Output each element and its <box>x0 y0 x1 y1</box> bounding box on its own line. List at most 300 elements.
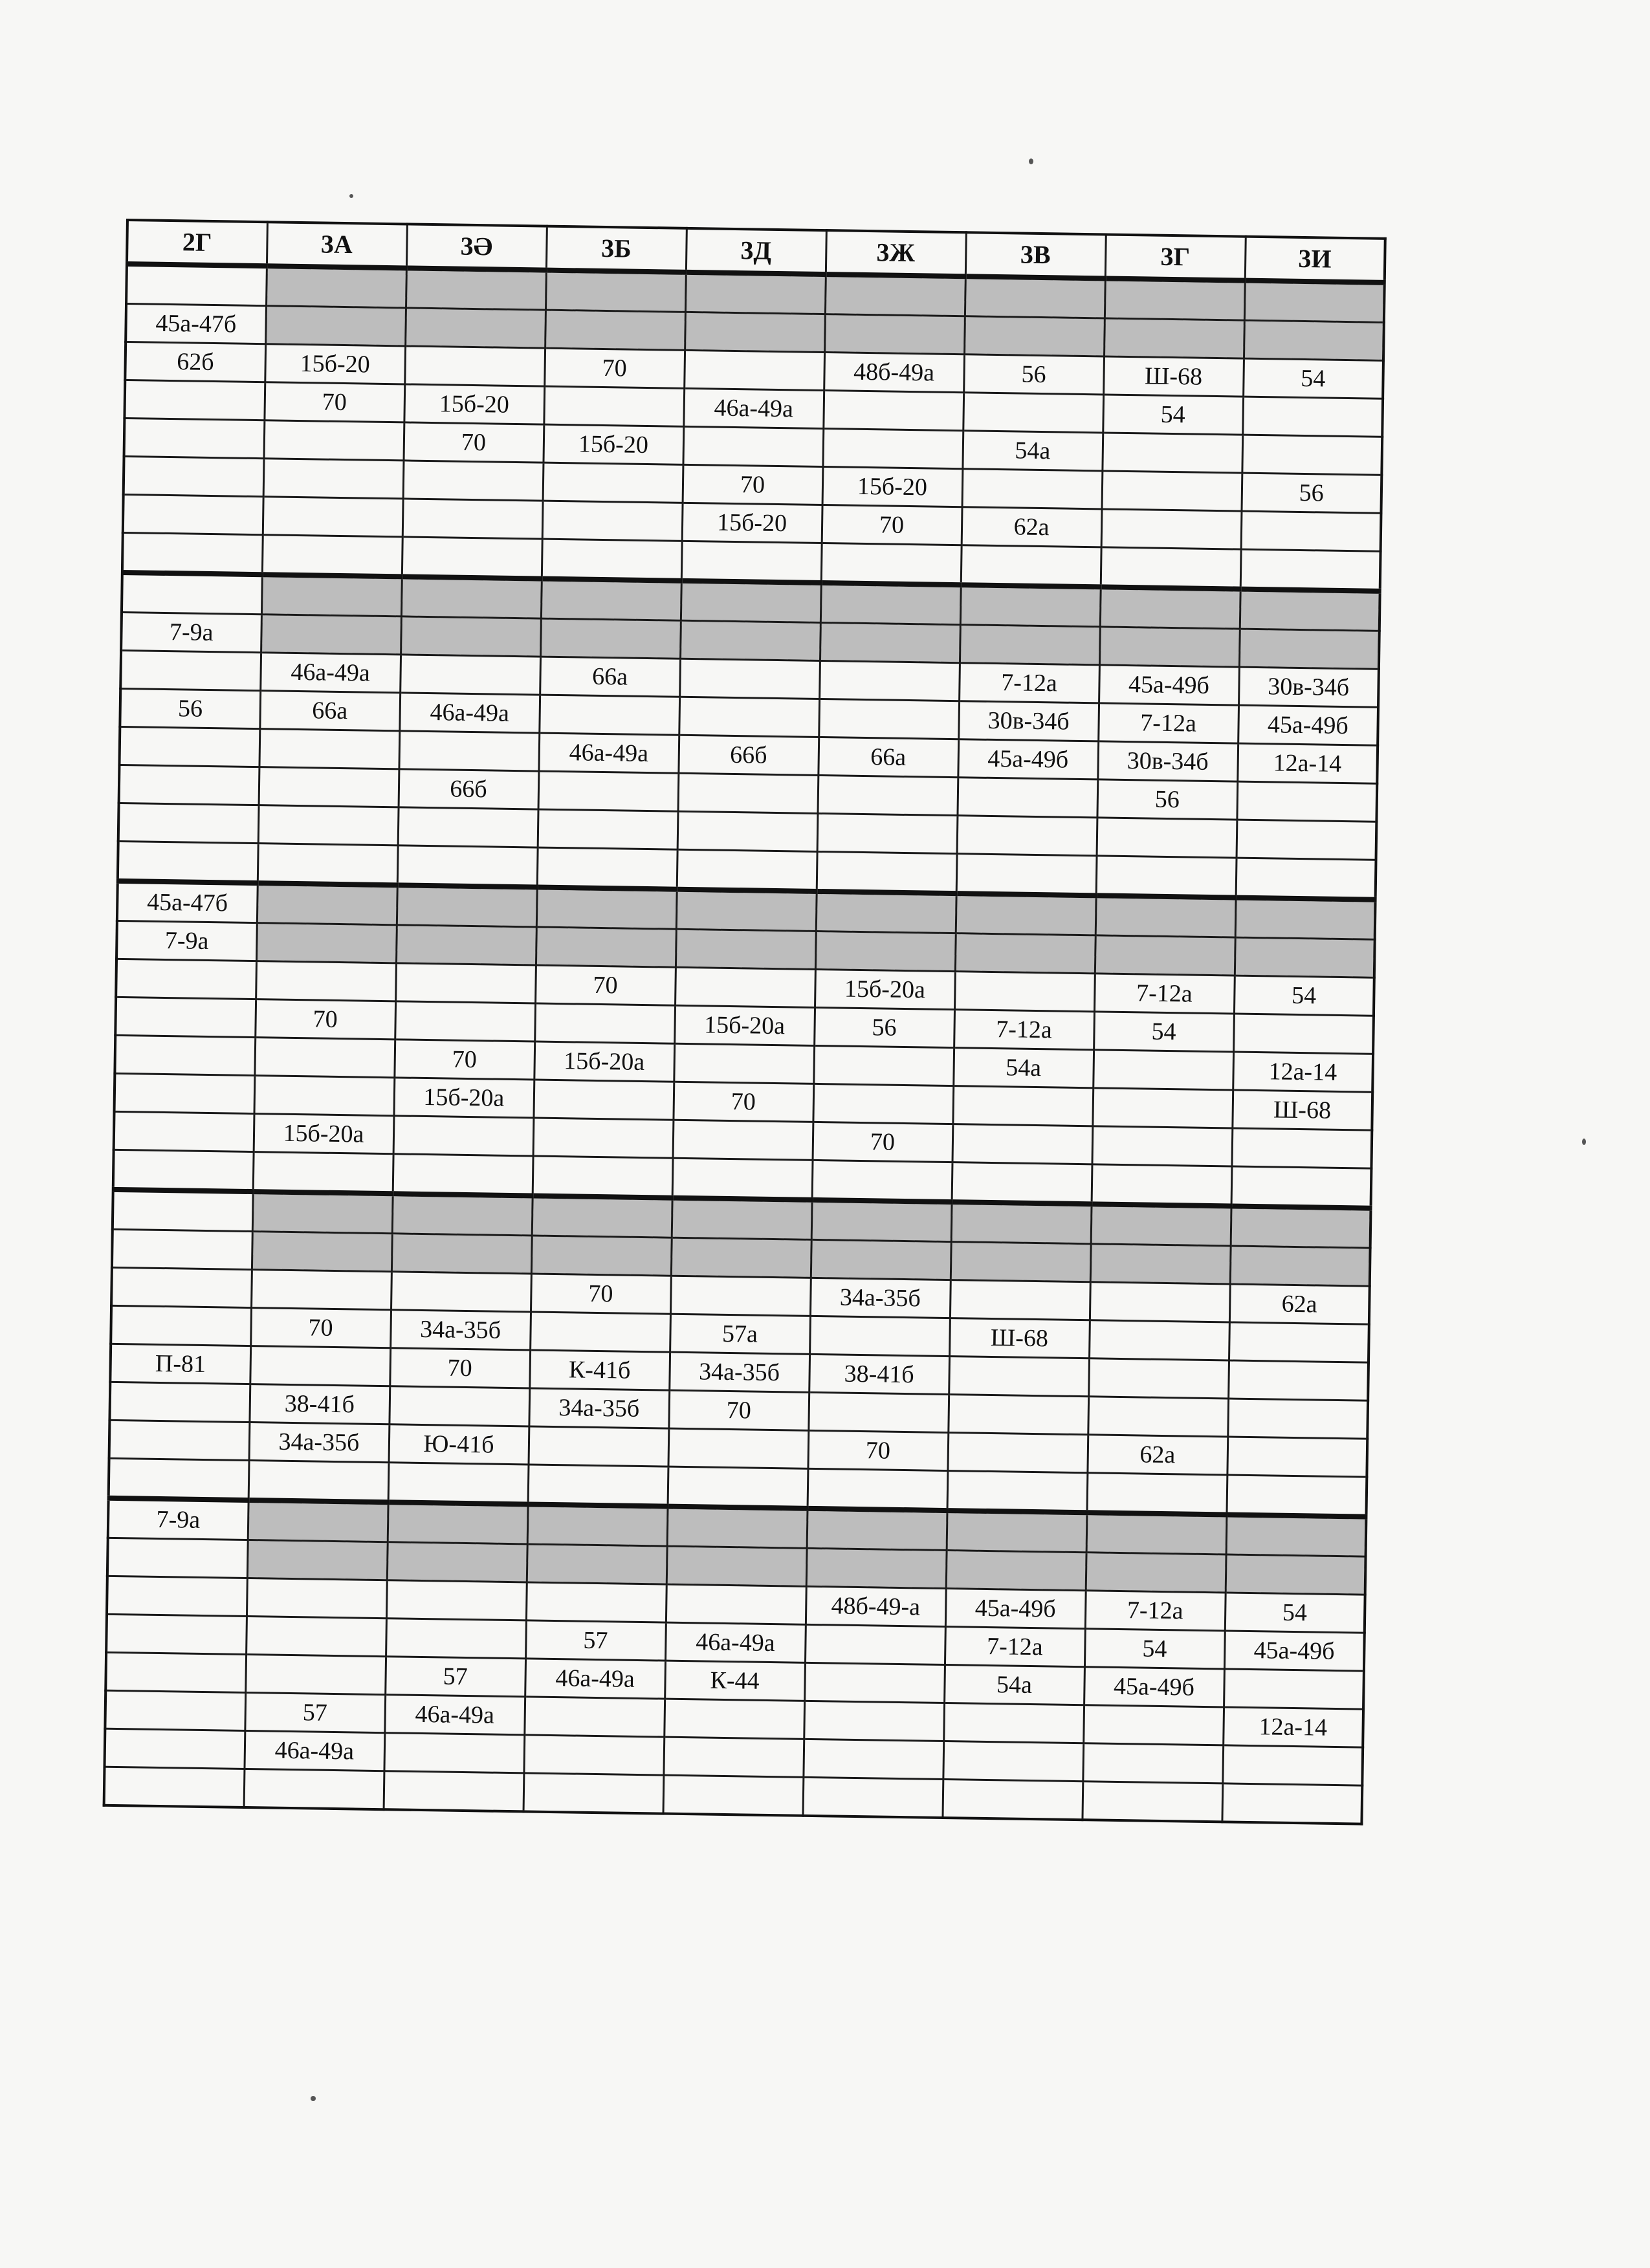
table-cell <box>685 312 825 352</box>
table-cell: 54 <box>1234 976 1374 1016</box>
table-cell <box>398 807 538 847</box>
table-cell: 54а <box>962 431 1103 471</box>
table-cell: 66б <box>678 735 819 775</box>
row-label-cell: 45а-47б <box>126 304 266 344</box>
table-cell <box>1239 629 1380 669</box>
schedule-body <box>104 264 1385 1824</box>
table-cell: 54а <box>953 1048 1094 1088</box>
row-label-cell <box>107 1538 248 1578</box>
table-cell <box>666 1546 807 1586</box>
table-cell <box>405 308 545 348</box>
table-cell <box>393 1116 534 1156</box>
table-cell <box>1088 1397 1228 1437</box>
column-header: 3Б <box>546 226 687 272</box>
table-cell <box>401 576 542 618</box>
row-label-cell: 56 <box>120 688 260 728</box>
table-cell <box>391 1272 531 1312</box>
table-cell: Ш-68 <box>1103 356 1244 397</box>
table-cell: 15б-20а <box>815 969 955 1009</box>
table-cell <box>404 346 545 386</box>
row-label-cell <box>124 456 264 496</box>
table-cell <box>805 1624 945 1664</box>
table-cell <box>402 537 542 579</box>
table-cell <box>252 1232 392 1272</box>
table-cell <box>403 461 544 501</box>
table-cell <box>244 1769 384 1809</box>
row-label-cell <box>126 264 267 306</box>
table-cell: 46а-49а <box>399 693 540 733</box>
table-cell <box>1231 1166 1372 1208</box>
table-cell <box>947 1510 1087 1553</box>
table-cell: 46а-49а <box>683 388 824 428</box>
table-cell <box>536 888 677 930</box>
table-cell: 66б <box>399 769 539 809</box>
table-cell <box>1230 1246 1370 1286</box>
row-label-cell: П-81 <box>110 1344 250 1384</box>
table-cell: 15б-20 <box>404 384 544 424</box>
row-label-cell <box>116 959 256 999</box>
table-cell <box>825 274 965 316</box>
column-header: 3Ә <box>406 224 547 270</box>
table-cell <box>680 620 820 660</box>
table-cell <box>676 929 816 969</box>
table-cell <box>1096 856 1237 898</box>
table-cell: 7-12а <box>1098 703 1238 743</box>
table-cell <box>1092 1164 1232 1206</box>
table-cell <box>668 1428 808 1468</box>
table-cell <box>1091 1204 1231 1246</box>
table-cell: 15б-20а <box>674 1005 815 1045</box>
table-cell: 45а-49б <box>1238 705 1378 745</box>
table-cell <box>943 1741 1083 1781</box>
table-cell <box>388 1502 528 1544</box>
table-cell <box>819 699 959 739</box>
scan-speck <box>1582 1139 1586 1145</box>
table-cell <box>1236 858 1376 900</box>
table-cell: 70 <box>250 1308 391 1348</box>
row-label-cell <box>113 1150 254 1192</box>
column-header: 3Ж <box>826 230 966 276</box>
table-cell <box>956 854 1097 896</box>
table-cell <box>956 893 1096 935</box>
table-cell: 70 <box>822 505 962 545</box>
table-cell <box>257 883 397 925</box>
row-label-cell <box>104 1728 245 1769</box>
table-cell <box>822 429 963 469</box>
table-cell <box>543 463 683 503</box>
table-cell <box>1086 1553 1226 1593</box>
row-label-cell <box>123 494 263 534</box>
table-cell <box>954 972 1095 1012</box>
table-cell <box>530 1312 670 1352</box>
table-cell <box>245 1654 386 1694</box>
table-cell: Ш-68 <box>1232 1090 1372 1130</box>
row-label-cell <box>113 1190 253 1232</box>
table-cell <box>1227 1399 1368 1439</box>
table-cell <box>806 1548 947 1588</box>
table-cell <box>817 775 958 815</box>
row-label-cell <box>104 1767 245 1807</box>
table-cell <box>957 778 1097 818</box>
row-label-cell <box>119 726 259 767</box>
table-cell <box>821 543 962 585</box>
table-cell: 45а-49б <box>1084 1667 1224 1707</box>
table-cell <box>540 618 681 659</box>
table-cell: 15б-20а <box>534 1041 674 1082</box>
table-cell <box>670 1276 811 1316</box>
table-cell <box>402 499 543 539</box>
table-cell <box>1233 1014 1374 1054</box>
table-cell: 15б-20 <box>543 424 683 464</box>
table-cell <box>396 925 536 965</box>
table-cell <box>384 1771 524 1812</box>
row-label-cell <box>105 1652 246 1692</box>
schedule-table <box>103 219 1387 1826</box>
table-cell <box>684 350 824 390</box>
table-cell: 7-12а <box>945 1627 1085 1667</box>
table-cell <box>400 655 540 695</box>
table-cell <box>949 1357 1089 1397</box>
table-cell <box>1089 1320 1229 1360</box>
row-label-cell <box>120 650 261 690</box>
row-label-cell <box>114 1111 254 1151</box>
table-cell <box>672 1198 812 1240</box>
table-cell <box>809 1316 950 1356</box>
table-cell <box>533 1118 674 1158</box>
table-cell: 7-12а <box>959 663 1099 703</box>
table-cell: К-41б <box>529 1350 670 1390</box>
table-cell <box>1240 589 1380 631</box>
table-cell: 15б-20а <box>393 1078 534 1118</box>
table-cell: 48б-49а <box>824 353 964 393</box>
table-cell <box>816 891 956 933</box>
table-cell: 45а-49б <box>1099 665 1239 705</box>
table-cell: 54 <box>1103 395 1243 435</box>
table-cell: 57 <box>525 1620 666 1661</box>
table-cell: 54 <box>1225 1593 1365 1633</box>
table-cell <box>683 426 823 466</box>
table-cell: 70 <box>264 382 404 422</box>
table-cell <box>1237 781 1377 822</box>
column-header: 2Г <box>127 220 267 266</box>
table-cell <box>1242 435 1382 475</box>
table-cell <box>812 1160 952 1202</box>
table-cell <box>544 386 684 426</box>
table-cell <box>266 266 406 308</box>
table-cell <box>1231 1206 1371 1248</box>
table-cell <box>1240 549 1381 591</box>
table-cell <box>1092 1088 1233 1128</box>
table-cell <box>819 660 960 701</box>
table-cell <box>251 1270 391 1310</box>
table-cell <box>960 585 1101 627</box>
table-cell: 57 <box>385 1657 525 1697</box>
table-cell <box>395 963 536 1003</box>
table-cell <box>386 1619 526 1659</box>
table-cell <box>526 1582 666 1622</box>
table-cell: 38-41б <box>809 1354 949 1394</box>
table-cell <box>261 574 402 616</box>
table-cell: 70 <box>404 422 544 463</box>
row-label-cell <box>111 1305 251 1346</box>
table-cell: 12а-14 <box>1233 1052 1373 1092</box>
table-cell <box>942 1779 1083 1820</box>
table-cell <box>1241 511 1381 551</box>
table-cell <box>388 1463 529 1505</box>
table-cell <box>393 1154 533 1196</box>
table-cell: К-44 <box>665 1661 805 1701</box>
table-cell: 56 <box>814 1007 954 1047</box>
table-cell <box>961 545 1101 587</box>
table-cell <box>252 1192 393 1234</box>
table-cell <box>256 961 396 1001</box>
table-cell: 45а-49б <box>945 1589 1086 1629</box>
table-cell: 46а-49а <box>260 653 401 693</box>
table-cell: 70 <box>390 1348 530 1388</box>
table-cell <box>523 1773 664 1814</box>
table-cell: 34а-35б <box>249 1423 390 1463</box>
table-cell <box>960 625 1100 665</box>
table-cell <box>943 1703 1084 1743</box>
table-cell <box>1100 587 1240 629</box>
table-cell: 62а <box>1087 1435 1227 1475</box>
table-cell <box>948 1395 1088 1435</box>
table-cell <box>955 933 1095 974</box>
table-cell: 46а-49а <box>384 1695 525 1735</box>
table-cell: 70 <box>813 1122 953 1162</box>
table-cell <box>813 1084 953 1124</box>
table-cell: 45а-49б <box>958 739 1098 780</box>
table-cell: 56 <box>1241 473 1381 513</box>
table-cell <box>386 1580 527 1620</box>
table-cell <box>820 583 961 625</box>
table-cell: 56 <box>1097 780 1237 820</box>
schedule-sheet <box>103 219 1387 1826</box>
table-cell <box>668 1467 808 1509</box>
table-cell: 70 <box>668 1390 809 1430</box>
table-cell <box>671 1238 811 1278</box>
table-cell <box>947 1433 1088 1473</box>
table-cell <box>685 272 826 314</box>
table-cell: 70 <box>394 1040 534 1080</box>
table-cell: 7-12а <box>1094 974 1235 1014</box>
table-cell <box>259 767 399 807</box>
table-cell <box>813 1045 954 1085</box>
table-cell: Ш-68 <box>949 1318 1090 1358</box>
row-label-cell <box>112 1229 252 1269</box>
table-cell <box>817 813 958 853</box>
table-cell <box>1086 1512 1227 1554</box>
scan-speck <box>1029 158 1033 164</box>
table-cell: 57 <box>245 1692 385 1732</box>
table-cell <box>1237 820 1377 860</box>
row-label-cell <box>115 1073 255 1113</box>
table-cell: 15б-20 <box>822 467 963 507</box>
column-header: 3Д <box>686 228 826 274</box>
table-cell: 30в-34б <box>958 701 1099 741</box>
table-cell <box>532 1195 672 1238</box>
table-cell <box>254 1038 395 1078</box>
table-cell: 57а <box>670 1314 810 1354</box>
table-cell <box>678 773 819 813</box>
table-cell <box>263 459 404 499</box>
table-cell: 70 <box>683 464 823 505</box>
table-cell <box>676 889 817 932</box>
table-cell: 30в-34б <box>1097 741 1238 781</box>
table-cell <box>1235 937 1375 977</box>
table-cell <box>541 579 681 621</box>
table-cell <box>664 1699 804 1739</box>
scan-speck <box>349 194 353 198</box>
table-cell <box>952 1124 1093 1164</box>
table-cell <box>1244 281 1385 323</box>
table-cell <box>250 1346 390 1386</box>
table-cell <box>384 1733 524 1773</box>
table-cell: 12а-14 <box>1237 743 1378 783</box>
table-cell <box>537 847 677 889</box>
table-cell <box>951 1242 1091 1282</box>
row-label-cell <box>105 1690 245 1730</box>
row-label-cell <box>124 380 265 420</box>
table-cell <box>1088 1358 1229 1399</box>
row-label-cell <box>111 1267 252 1307</box>
table-cell <box>681 541 822 583</box>
table-cell: 45а-49б <box>1224 1631 1365 1671</box>
row-label-cell <box>107 1576 247 1616</box>
table-cell: 66а <box>259 691 400 731</box>
table-cell: 15б-20 <box>265 344 405 384</box>
table-cell <box>815 931 956 971</box>
table-cell <box>965 276 1105 318</box>
table-cell: 66а <box>540 657 680 697</box>
table-cell <box>391 1234 532 1274</box>
table-cell <box>246 1616 386 1656</box>
table-cell: 46а-49а <box>665 1622 806 1663</box>
table-cell <box>536 927 676 967</box>
table-cell <box>258 805 399 845</box>
column-header: 3И <box>1245 237 1385 283</box>
row-label-cell <box>115 997 256 1037</box>
table-cell: 56 <box>963 354 1104 395</box>
table-cell: 66а <box>818 737 958 777</box>
scan-speck <box>311 2096 316 2101</box>
table-cell <box>673 1120 813 1160</box>
table-cell <box>1082 1782 1222 1822</box>
table-cell <box>392 1194 533 1236</box>
table-cell <box>248 1461 389 1503</box>
table-cell <box>406 268 546 310</box>
table-cell <box>401 616 541 657</box>
table-cell <box>528 1426 668 1467</box>
table-cell: 70 <box>535 965 676 1005</box>
table-cell <box>1093 1050 1233 1090</box>
row-label-cell <box>122 572 262 615</box>
table-cell <box>1222 1745 1363 1785</box>
table-cell: 34а-35б <box>669 1352 809 1392</box>
table-cell <box>397 845 538 888</box>
table-cell <box>807 1509 947 1551</box>
row-label-cell: 7-9а <box>121 612 261 652</box>
row-label-cell <box>109 1382 250 1422</box>
table-cell: 70 <box>673 1082 813 1122</box>
table-cell <box>679 697 819 737</box>
table-cell <box>803 1739 943 1779</box>
table-cell <box>1226 1475 1367 1517</box>
table-cell <box>951 1202 1092 1244</box>
table-cell: 54а <box>944 1665 1084 1705</box>
table-cell <box>672 1158 813 1200</box>
table-cell <box>254 1076 394 1116</box>
table-cell: 62а <box>962 507 1102 547</box>
table-cell <box>539 695 679 735</box>
table-cell <box>824 314 965 354</box>
row-label-cell <box>124 418 265 458</box>
table-cell: 46а-49а <box>525 1659 665 1699</box>
table-cell <box>389 1386 529 1426</box>
table-cell: 46а-49а <box>244 1730 384 1771</box>
table-cell <box>1102 471 1242 511</box>
table-cell <box>263 497 403 537</box>
table-cell <box>1092 1126 1232 1166</box>
row-label-cell: 62б <box>125 342 265 382</box>
table-cell <box>533 1156 673 1198</box>
table-cell <box>1224 1669 1364 1709</box>
table-cell <box>527 1544 667 1584</box>
row-label-cell <box>119 765 259 805</box>
table-cell <box>663 1737 804 1777</box>
table-cell <box>259 729 399 769</box>
table-cell <box>811 1239 951 1280</box>
table-cell <box>1231 1128 1372 1168</box>
table-cell <box>261 615 401 655</box>
table-cell <box>1101 509 1242 549</box>
table-cell <box>1099 627 1240 667</box>
table-cell: 54 <box>1094 1012 1234 1052</box>
row-label-cell: 7-9а <box>116 921 257 961</box>
table-cell: 70 <box>544 348 685 388</box>
table-cell <box>253 1152 393 1194</box>
table-cell <box>677 811 818 851</box>
table-cell <box>823 391 963 431</box>
table-cell <box>802 1777 943 1818</box>
table-cell: 54 <box>1084 1629 1225 1669</box>
table-cell <box>681 581 821 623</box>
table-cell <box>538 771 679 811</box>
table-cell: 70 <box>255 999 395 1040</box>
table-cell <box>523 1735 664 1775</box>
table-cell: 34а-35б <box>390 1310 531 1350</box>
table-cell <box>256 923 397 963</box>
table-cell <box>1083 1705 1224 1745</box>
table-cell: 62а <box>1229 1284 1370 1324</box>
table-cell <box>952 1086 1093 1126</box>
table-cell <box>820 622 960 662</box>
table-cell <box>545 310 685 350</box>
table-cell <box>1242 397 1383 437</box>
table-cell <box>1235 898 1376 940</box>
table-cell <box>957 816 1097 856</box>
row-label-cell <box>109 1458 249 1500</box>
table-cell <box>1095 935 1235 976</box>
table-cell: 34а-35б <box>529 1388 669 1428</box>
table-cell: 7-12а <box>1085 1591 1226 1631</box>
table-cell <box>524 1697 665 1737</box>
table-cell: 38-41б <box>249 1384 390 1424</box>
row-label-cell <box>109 1420 250 1460</box>
table-cell <box>1105 278 1245 320</box>
table-cell <box>1086 1473 1227 1515</box>
table-cell <box>1229 1322 1369 1362</box>
